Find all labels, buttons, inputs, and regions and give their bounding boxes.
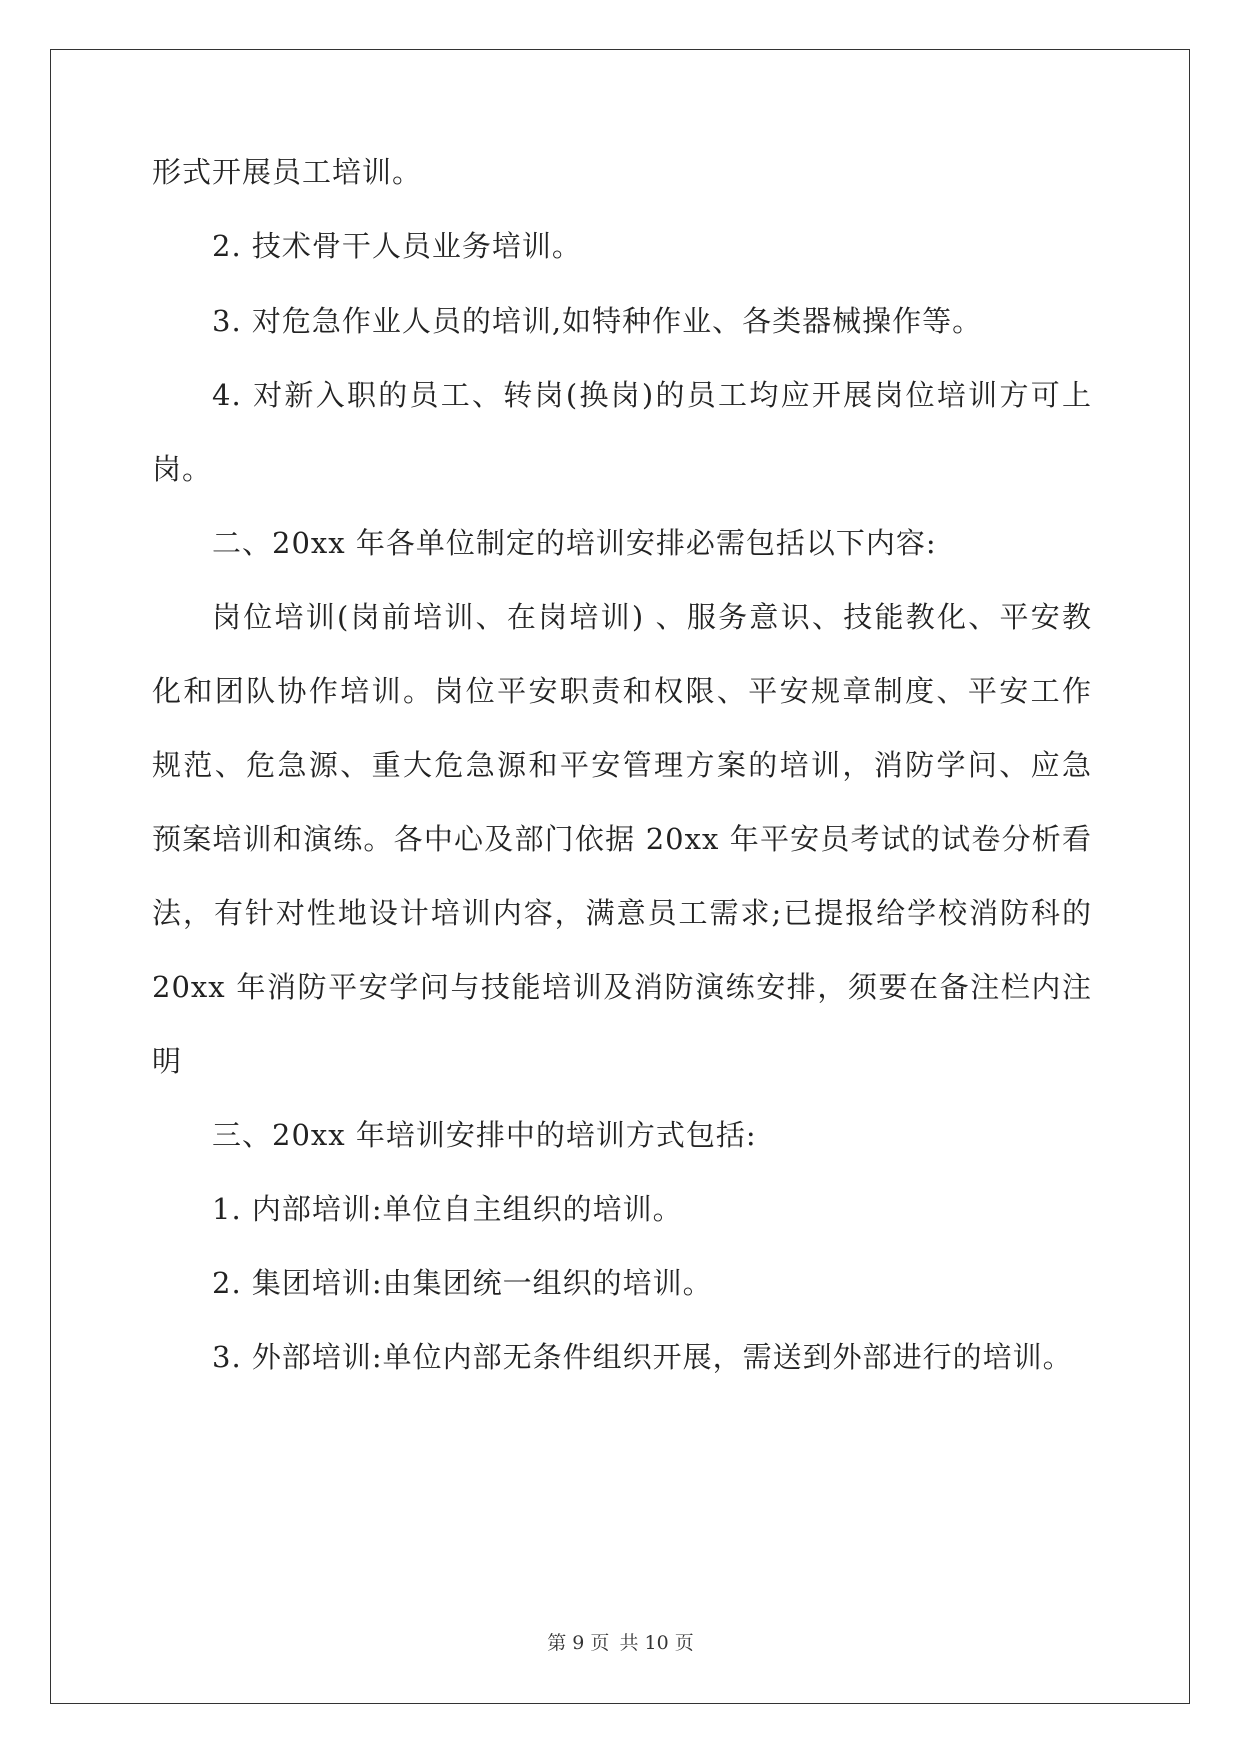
text-line-9: 规范、危急源、重大危急源和平安管理方案的培训，消防学问、应急 [152, 748, 1092, 782]
text-line-14: 三、20xx 年培训安排中的培训方式包括: [212, 1118, 757, 1152]
page-footer [0, 1628, 1241, 1655]
text-line-10: 预案培训和演练。各中心及部门依据 20xx 年平安员考试的试卷分析看 [152, 822, 1092, 856]
text-line-7: 岗位培训(岗前培训、在岗培训) 、服务意识、技能教化、平安教 [212, 600, 1092, 634]
text-line-17: 3. 外部培训:单位内部无条件组织开展，需送到外部进行的培训。 [212, 1340, 1073, 1374]
text-line-3: 3. 对危急作业人员的培训,如特种作业、各类器械操作等。 [212, 304, 983, 338]
page-border [50, 49, 1190, 1704]
page-number: 第 9 页 [547, 1632, 610, 1654]
text-line-11: 法，有针对性地设计培训内容，满意员工需求;已提报给学校消防科的 [152, 896, 1092, 930]
text-line-8: 化和团队协作培训。岗位平安职责和权限、平安规章制度、平安工作 [152, 674, 1092, 708]
text-line-13: 明 [152, 1044, 183, 1078]
text-line-4: 4. 对新入职的员工、转岗(换岗)的员工均应开展岗位培训方可上 [212, 378, 1092, 412]
text-line-6: 二、20xx 年各单位制定的培训安排必需包括以下内容: [212, 526, 937, 560]
total-pages: 共 10 页 [619, 1632, 694, 1654]
text-line-2: 2. 技术骨干人员业务培训。 [212, 229, 582, 263]
text-line-12: 20xx 年消防平安学问与技能培训及消防演练安排，须要在备注栏内注 [152, 970, 1092, 1004]
text-line-5: 岗。 [152, 452, 213, 486]
text-line-16: 2. 集团培训:由集团统一组织的培训。 [212, 1266, 713, 1300]
text-line-15: 1. 内部培训:单位自主组织的培训。 [212, 1192, 683, 1226]
text-line-1: 形式开展员工培训。 [152, 155, 423, 189]
